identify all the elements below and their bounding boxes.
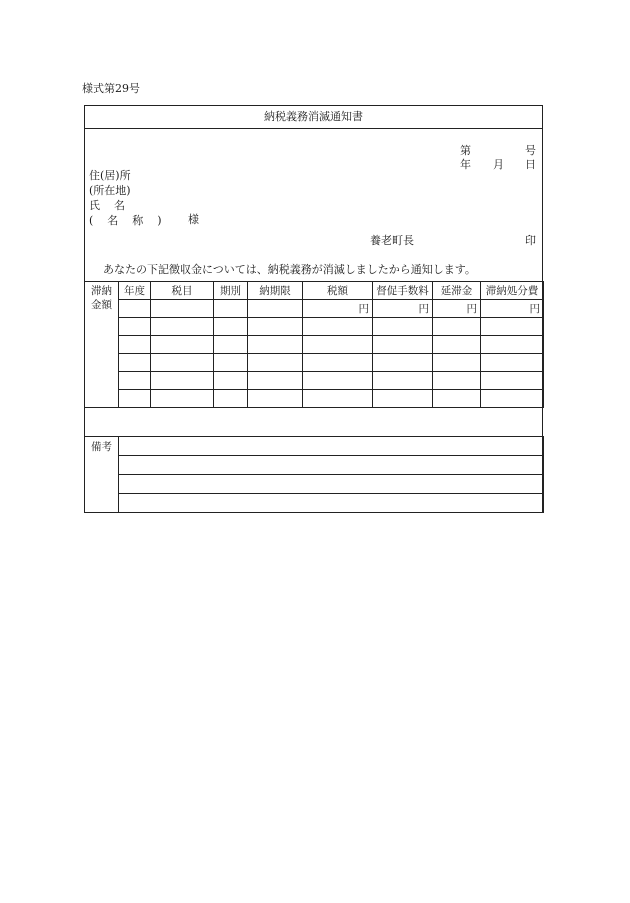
col-header-tax-item: 税目 (151, 282, 214, 300)
table-row (85, 318, 544, 336)
col-header-fiscal-year: 年度 (119, 282, 151, 300)
number-dai: 第 (460, 144, 471, 157)
honorific-sama: 様 (188, 213, 199, 226)
yen-unit: 円 (481, 300, 544, 318)
remarks-row (85, 437, 544, 456)
remarks-label: 備考 (85, 437, 119, 513)
col-header-reminder-fee: 督促手数料 (373, 282, 433, 300)
remarks-table (84, 436, 544, 513)
table-header-row (85, 282, 544, 300)
table-row (85, 336, 544, 354)
form-number: 様式第29号 (82, 82, 140, 95)
number-go: 号 (525, 144, 536, 157)
table-row (85, 390, 544, 408)
date-month: 月 (493, 158, 504, 171)
arrears-table (84, 281, 544, 408)
notice-form (84, 105, 543, 513)
col-header-tax-amount: 税額 (303, 282, 373, 300)
issuer-name: 養老町長 (370, 234, 414, 247)
corp-name-label: (名称) (89, 214, 176, 227)
table-row (85, 354, 544, 372)
yen-unit: 円 (373, 300, 433, 318)
name-label: 氏名 (89, 199, 139, 212)
addressee-block (89, 168, 176, 228)
remarks-row (85, 494, 544, 513)
col-header-late-fee: 延滞金 (433, 282, 481, 300)
yen-unit: 円 (303, 300, 373, 318)
date-day: 日 (525, 158, 536, 171)
col-header-disposition-cost: 滞納処分費 (481, 282, 544, 300)
yen-unit: 円 (433, 300, 481, 318)
col-header-due-date: 納期限 (248, 282, 303, 300)
table-row (85, 300, 544, 318)
seal-mark: 印 (525, 234, 536, 247)
col-header-period: 期別 (214, 282, 248, 300)
remarks-row (85, 475, 544, 494)
notice-text: あなたの下記徴収金については、納税義務が消滅しましたから通知します。 (103, 263, 476, 276)
date-year: 年 (460, 158, 471, 171)
location-label: (所在地) (89, 184, 131, 197)
remarks-row (85, 456, 544, 475)
arrears-side-label: 滞納 金額 (85, 282, 119, 408)
address-label: 住(居)所 (89, 169, 131, 182)
table-row (85, 372, 544, 390)
form-title: 納税義務消滅通知書 (85, 106, 542, 129)
